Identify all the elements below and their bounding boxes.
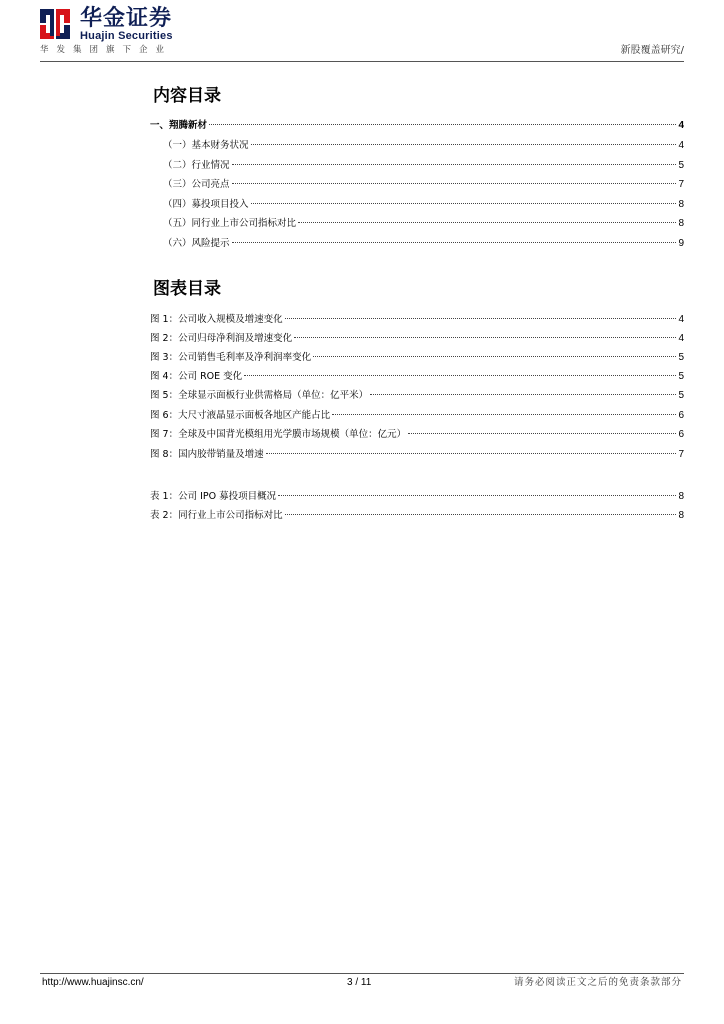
toc-entry-label: （六）风险提示 [163,238,230,249]
figure-entry-label: 图 1：公司收入规模及增速变化 [150,314,283,325]
figure-entry-label: 图 6：大尺寸液晶显示面板各地区产能占比 [150,410,331,421]
figure-entry-label: 图 3：公司销售毛利率及净利润率变化 [150,352,312,363]
toc-entry[interactable] [163,177,684,193]
figure-entry[interactable] [150,427,684,443]
toc-entry-label: （五）同行业上市公司指标对比 [163,218,297,229]
leader-dots [298,222,676,223]
figure-entry-label: 图 7：全球及中国背光模组用光学膜市场规模（单位：亿元） [150,429,407,440]
figure-entry-label: 图 2：公司归母净利润及增速变化 [150,333,293,344]
figure-entry-page: 5 [678,352,684,363]
figure-entry-page: 4 [678,314,684,325]
toc-entry-page: 7 [678,179,684,190]
figure-entry-page: 6 [678,429,684,440]
figure-entry-label: 图 4：公司 ROE 变化 [150,371,243,382]
figure-entry[interactable] [150,388,684,404]
toc-entry-label: （一）基本财务状况 [163,140,249,151]
toc-entry-label: （四）募投项目投入 [163,199,249,210]
leader-dots [294,337,676,338]
leader-dots [209,124,676,125]
leader-dots [266,453,677,454]
toc-entry[interactable] [163,138,684,154]
table-entry-page: 8 [678,491,684,502]
leader-dots [408,433,676,434]
brand-slogan: 华发集团旗下企业 [40,45,173,55]
figure-entry-page: 6 [678,410,684,421]
figure-entry[interactable] [150,312,684,328]
table-entry[interactable] [150,508,684,524]
page-indicator: 3 / 11 [347,977,372,988]
leader-dots [285,514,677,515]
contents-title: 内容目录 [153,86,221,106]
brand-name-en: Huajin Securities [80,30,173,42]
figure-entry[interactable] [150,408,684,424]
leader-dots [244,375,676,376]
brand-name-cn: 华金证券 [80,6,173,31]
table-entry-label: 表 1：公司 IPO 募投项目概况 [150,491,277,502]
figure-entry[interactable] [150,447,684,463]
leader-dots [313,356,676,357]
figure-entry[interactable] [150,331,684,347]
toc-entry[interactable] [163,236,684,252]
header-divider [40,61,684,62]
footer-divider [40,973,684,974]
toc-entry-page: 9 [678,238,684,249]
figure-entry[interactable] [150,369,684,385]
figure-entry-page: 5 [678,371,684,382]
toc-entry-page: 8 [678,199,684,210]
toc-entry-label: 一、翔腾新材 [150,120,208,131]
leader-dots [232,183,677,184]
table-entry-page: 8 [678,510,684,521]
leader-dots [251,203,677,204]
figure-entry-page: 7 [678,449,684,460]
toc-entry-page: 8 [678,218,684,229]
toc-entry-page: 4 [678,140,684,151]
toc-entry-page: 4 [678,120,684,131]
table-entry-label: 表 2：同行业上市公司指标对比 [150,510,283,521]
footer-url-link[interactable]: http://www.huajinsc.cn/ [42,977,144,988]
toc-entry-page: 5 [678,160,684,171]
leader-dots [285,318,677,319]
report-type: 新股覆盖研究/ [620,45,684,56]
toc-entry-label: （二）行业情况 [163,160,230,171]
toc-entry-label: （三）公司亮点 [163,179,230,190]
footer-disclaimer: 请务必阅读正文之后的免责条款部分 [513,977,682,988]
figure-entry-page: 5 [678,390,684,401]
toc-entry[interactable] [163,197,684,213]
figure-entry-label: 图 8：国内胶带销量及增速 [150,449,264,460]
leader-dots [370,394,676,395]
charts-title: 图表目录 [153,279,221,299]
toc-entry[interactable] [150,118,684,134]
leader-dots [251,144,677,145]
figure-entry-label: 图 5：全球显示面板行业供需格局（单位：亿平米） [150,390,369,401]
figure-entry[interactable] [150,350,684,366]
huajin-logo-icon [40,9,70,39]
leader-dots [232,242,677,243]
toc-entry[interactable] [163,158,684,174]
leader-dots [278,495,676,496]
leader-dots [332,414,676,415]
page-header [40,0,684,62]
figure-entry-page: 4 [678,333,684,344]
toc-entry[interactable] [163,216,684,232]
leader-dots [232,164,677,165]
table-entry[interactable] [150,489,684,505]
